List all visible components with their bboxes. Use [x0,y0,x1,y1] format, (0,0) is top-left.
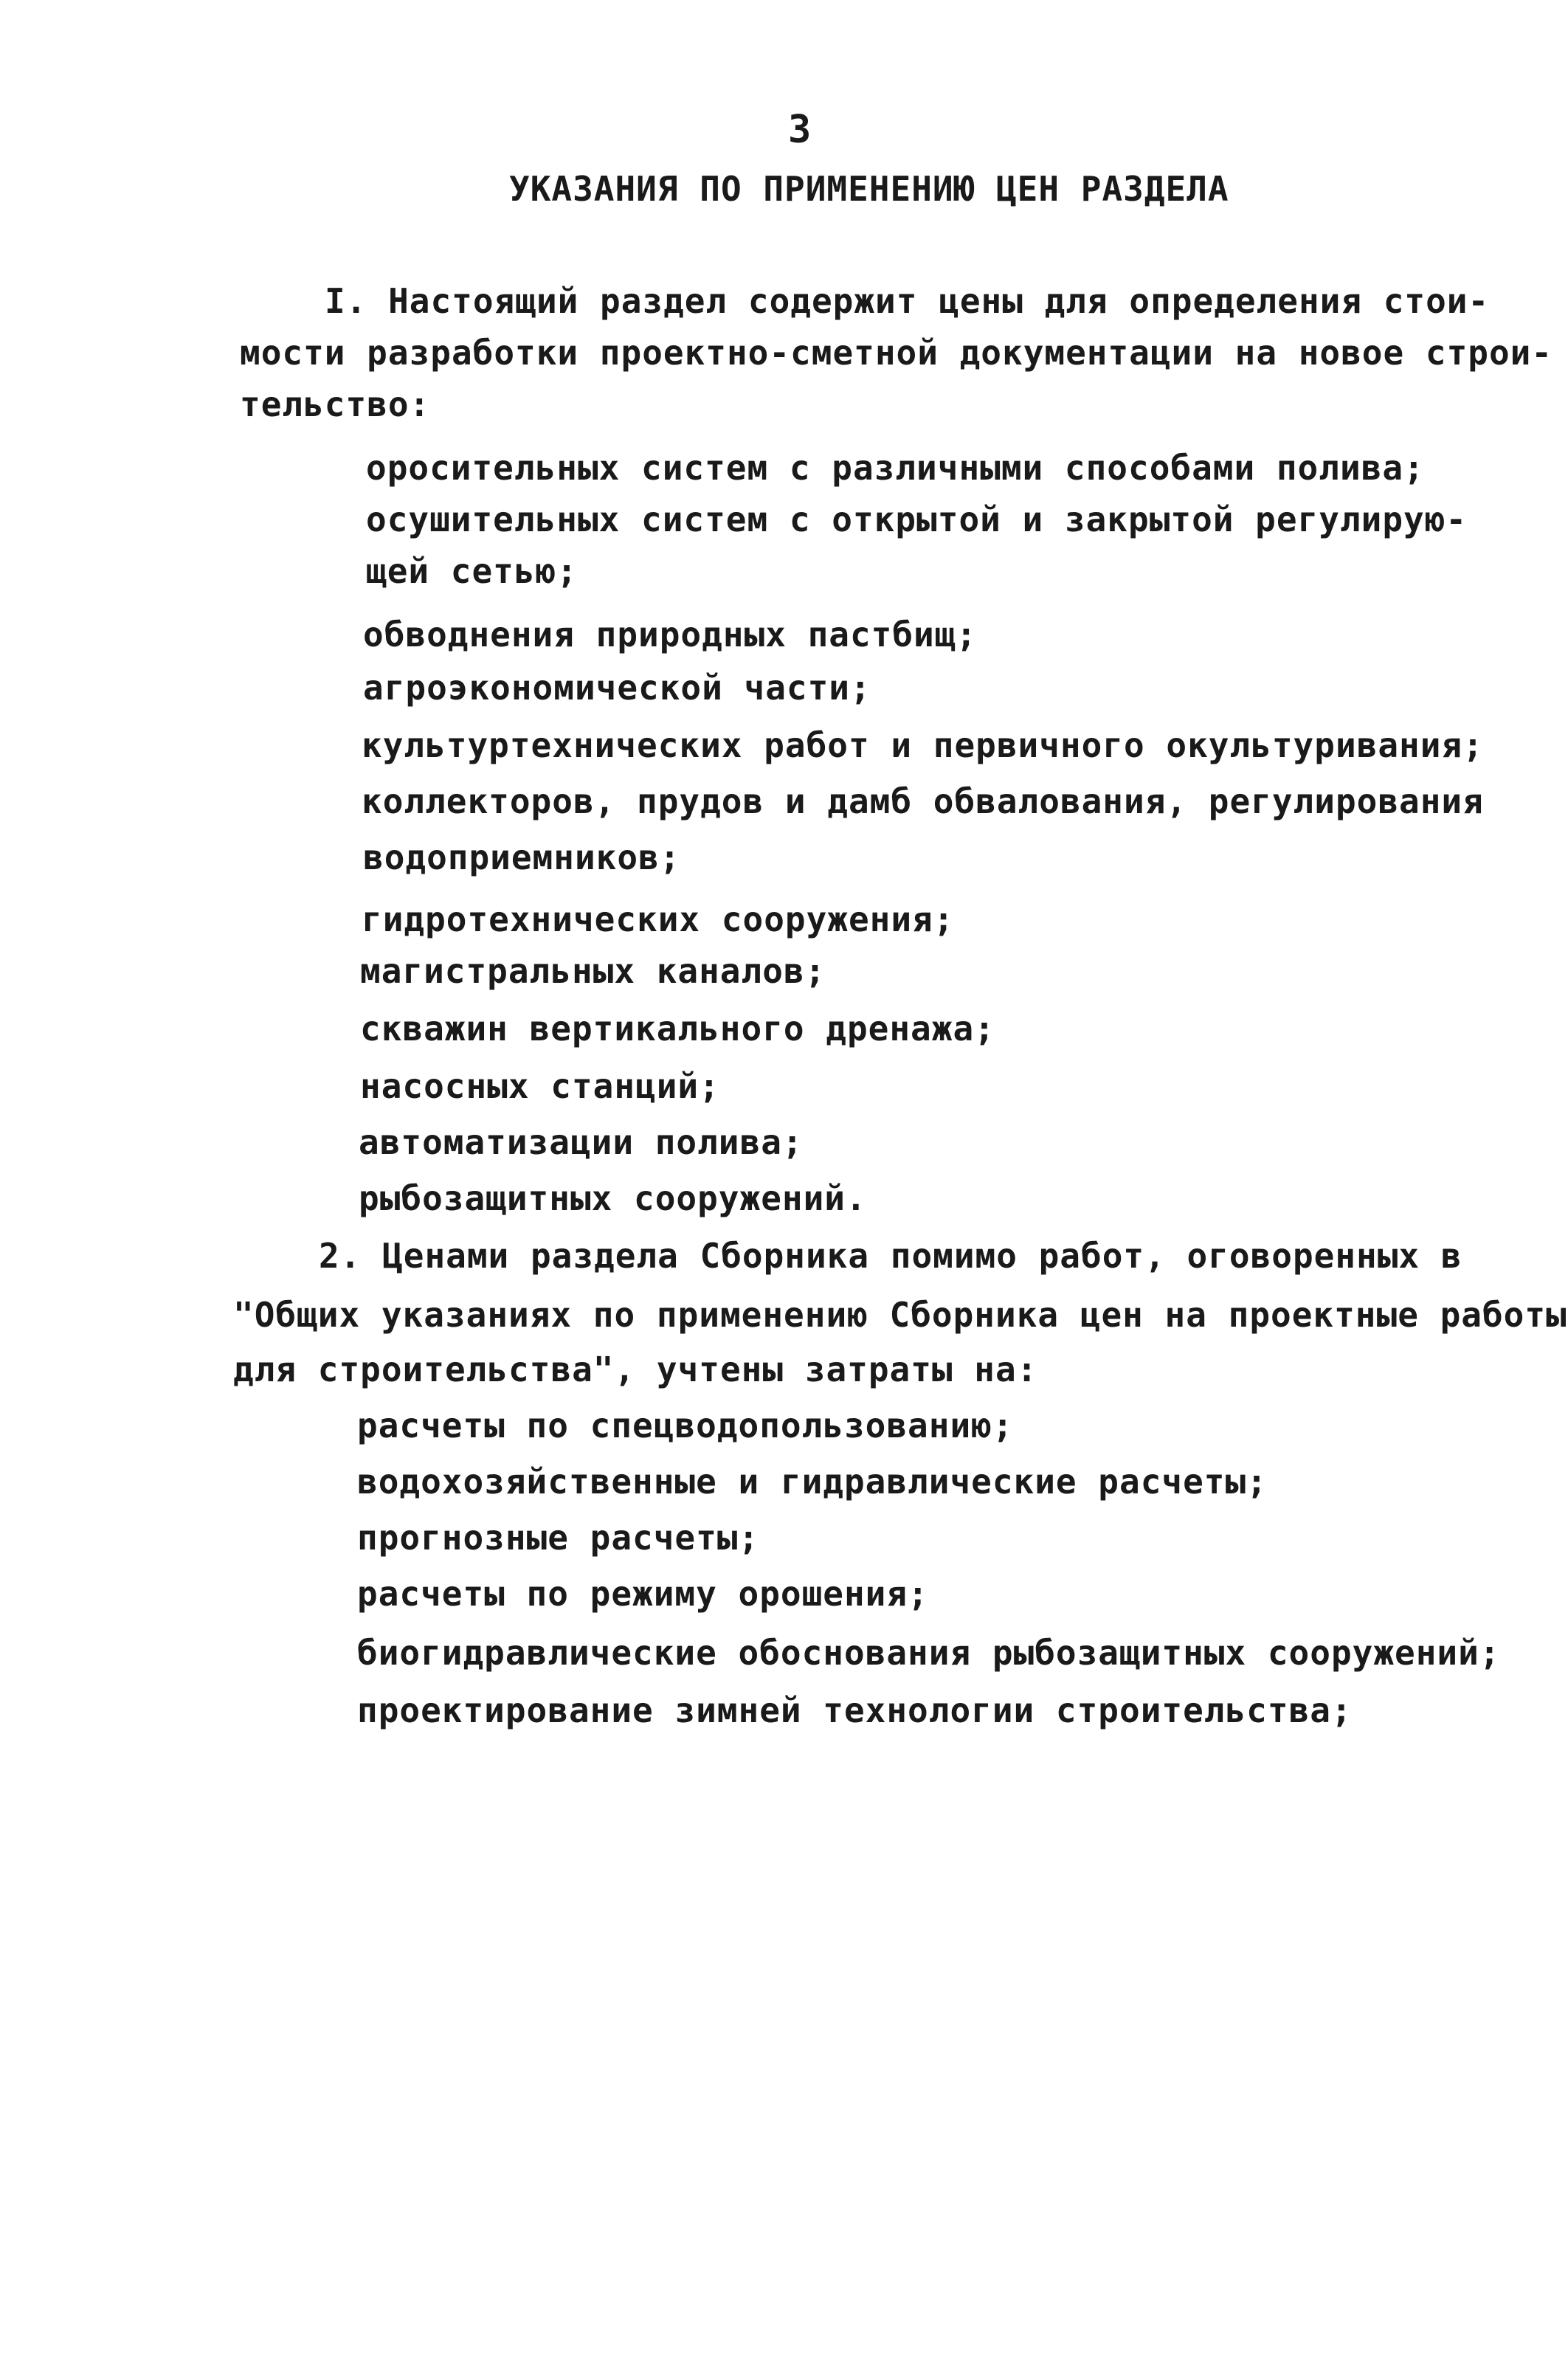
section1-list-item: осушительных систем с открытой и закрытой регулирую- [366,500,1468,539]
section1-list-item: автоматизации полива; [359,1122,804,1162]
section2-list-item: проектирование зимней технологии строительства; [357,1690,1353,1730]
section1-list-item: агроэкономической части; [363,668,871,708]
section2-list-item: расчеты по спецводопользованию; [357,1406,1014,1445]
section2-list-item: прогнозные расчеты; [357,1518,760,1558]
section1-paragraph-line: I. Настоящий раздел содержит цены для определения стои- [325,281,1490,321]
section2-paragraph-line: 2. Ценами раздела Сборника помимо работ, оговоренных в [319,1236,1462,1276]
section1-list-item: магистральных каналов; [360,951,826,991]
page-number: 3 [788,108,812,152]
section2-list-item: расчеты по режиму орошения; [357,1574,929,1614]
section1-list-item: рыбозащитных сооружений. [359,1178,867,1218]
section1-list-item: коллекторов, прудов и дамб обвалования, регулирования [362,781,1484,821]
section1-list-item: оросительных систем с различными способами полива; [366,448,1425,488]
section1-list-item: скважин вертикального дренажа; [360,1009,995,1048]
section1-paragraph-line: тельство: [240,384,431,424]
section1-list-item: обводнения природных пастбищ; [363,615,978,654]
section1-paragraph-line: мости разработки проектно-сметной документации на новое строи- [240,333,1553,373]
section1-list-item: насосных станций; [360,1066,720,1106]
section-title: УКАЗАНИЯ ПО ПРИМЕНЕНИЮ ЦЕН РАЗДЕЛА [509,169,1229,209]
section1-list-item: водоприемников; [363,837,681,877]
section1-list-item: культуртехнических работ и первичного окультуривания; [362,725,1484,765]
section2-paragraph-line: "Общих указаниях по применению Сборника цен на проектные работы [233,1295,1567,1335]
section1-list-item: щей сетью; [366,551,578,591]
section2-list-item: биогидравлические обоснования рыбозащитных сооружений; [357,1633,1501,1673]
section2-paragraph-line: для строительства", учтены затраты на: [233,1350,1038,1389]
section2-list-item: водохозяйственные и гидравлические расчеты; [357,1462,1268,1502]
section1-list-item: гидротехнических сооружения; [362,899,955,939]
